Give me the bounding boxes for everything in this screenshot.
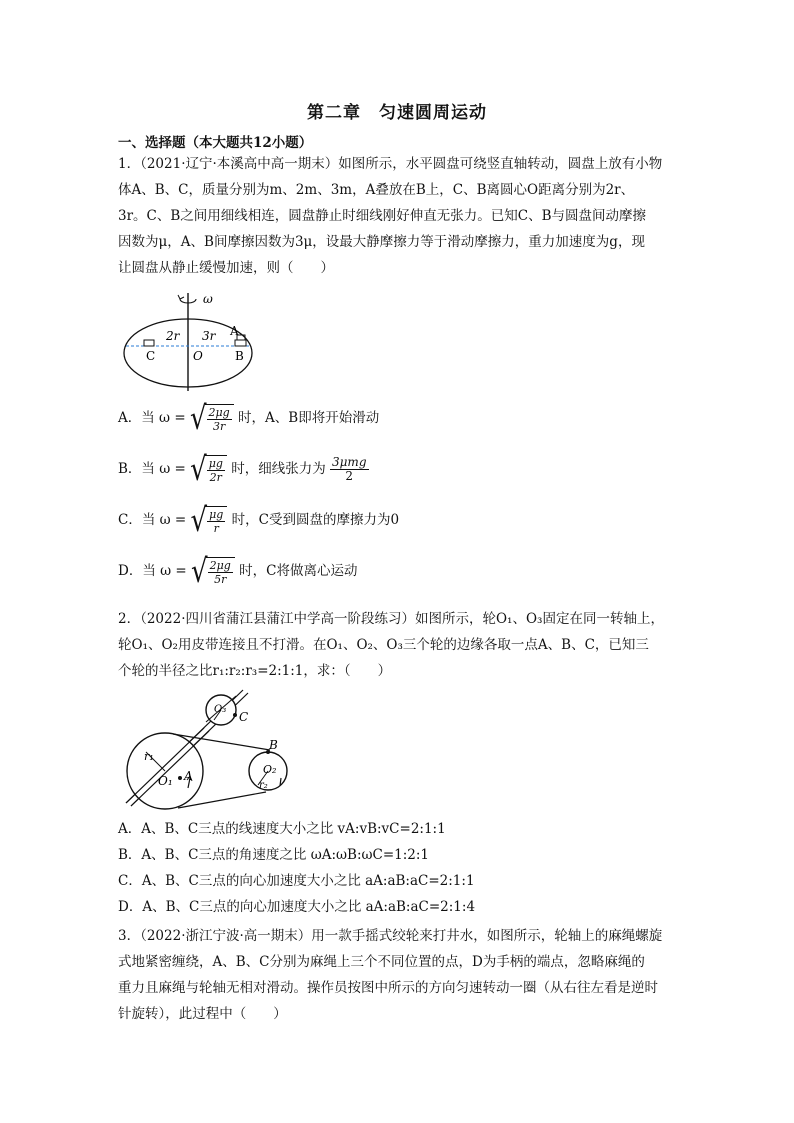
label-o: O: [193, 349, 203, 363]
q1-disk-figure: [118, 285, 263, 393]
q2-line: 个轮的半径之比r₁:r₂:r₃=2:1:1，求：（ ）: [118, 663, 392, 679]
q1-option-a[interactable]: A．当 ω = √ $\frac{2\mu g}{3r}$ 时，A、B即将开始滑动: [118, 399, 380, 438]
q3-line: 重力且麻绳与轮轴无相对滑动。操作员按图中所示的方向匀速转动一圈（从右往左看是逆时: [118, 980, 658, 996]
label-c: C: [146, 349, 156, 363]
block-c: [144, 340, 154, 346]
q1-line: 体A、B、C，质量分别为m、2m、3m，A叠放在B上，C、B离圆心O距离分别为2r、: [118, 182, 635, 198]
label-c: C: [239, 710, 249, 724]
page-title: 第二章 匀速圆周运动: [307, 103, 487, 123]
q1-option-d[interactable]: D．当 ω = √ $\frac{2\mu g}{5r}$ 时，C将做离心运动: [118, 552, 358, 591]
label-o1: O₁: [158, 774, 173, 788]
q3-line: 式地紧密缠绕，A、B、C分别为麻绳上三个不同位置的点，D为手柄的端点，忽略麻绳的: [118, 954, 645, 970]
q2-line: 2．（2022·四川省蒲江县蒲江中学高一阶段练习）如图所示，轮O₁、O₃固定在同一转轴上，: [118, 611, 664, 627]
label-b: B: [235, 349, 244, 363]
q1-option-b[interactable]: B．当 ω = √ $\frac{\mu g}{2r}$ 时，细线张力为 $\frac{\text{3μmg}}{2}$: [118, 450, 367, 489]
point-a: [178, 776, 182, 780]
point-c: [233, 713, 237, 717]
omega-label: ω: [203, 292, 213, 306]
q2-option-a[interactable]: A．A、B、C三点的线速度大小之比 vA:vB:vC=2:1:1: [118, 821, 446, 837]
q1-option-c[interactable]: C．当 ω = √ $\frac{\mu g}{r}$ 时，C受到圆盘的摩擦力为0: [118, 501, 400, 540]
section-heading: 一、选择题（本大题共12小题）: [118, 135, 313, 151]
label-2r: 2r: [166, 329, 180, 343]
label-r1: r₁: [144, 750, 154, 763]
q1-line: 3r。C、B之间用细线相连，圆盘静止时细线刚好伸直无张力。已知C、B与圆盘间动摩擦: [118, 208, 647, 224]
q2-option-d[interactable]: D．A、B、C三点的向心加速度大小之比 aA:aB:aC=2:1:4: [118, 899, 476, 915]
q2-option-b[interactable]: B．A、B、C三点的角速度之比 ωA:ωB:ωC=1:2:1: [118, 847, 430, 863]
q3-line: 针旋转），此过程中（ ）: [118, 1006, 287, 1022]
q1-line: 让圆盘从静止缓慢加速，则（ ）: [118, 260, 334, 276]
q2-option-c[interactable]: C．A、B、C三点的向心加速度大小之比 aA:aB:aC=2:1:1: [118, 873, 475, 889]
q3-line: 3．（2022·浙江宁波·高一期末）用一款手摇式绞轮来打井水，如图所示，轮轴上的麻绳螺旋: [118, 928, 663, 944]
label-r2: r₂: [259, 780, 268, 791]
block-b: [235, 340, 246, 346]
q1-line: 1．（2021·辽宁·本溪高中高一期末）如图所示，水平圆盘可绕竖直轴转动，圆盘上放有小物: [118, 156, 663, 172]
label-a: A: [184, 769, 193, 783]
q2-pulley-figure: [118, 688, 298, 810]
label-o3: O₃: [214, 704, 227, 715]
label-3r: 3r: [202, 329, 216, 343]
label-b: B: [269, 738, 278, 752]
label-o2: O₂: [263, 763, 277, 776]
q2-line: 轮O₁、O₂用皮带连接且不打滑。在O₁、O₂、O₃三个轮的边缘各取一点A、B、C，已知三: [118, 637, 649, 653]
label-a: A: [230, 324, 239, 338]
q1-line: 因数为μ，A、B间摩擦因数为3μ，设最大静摩擦力等于滑动摩擦力，重力加速度为g，现: [118, 234, 645, 250]
